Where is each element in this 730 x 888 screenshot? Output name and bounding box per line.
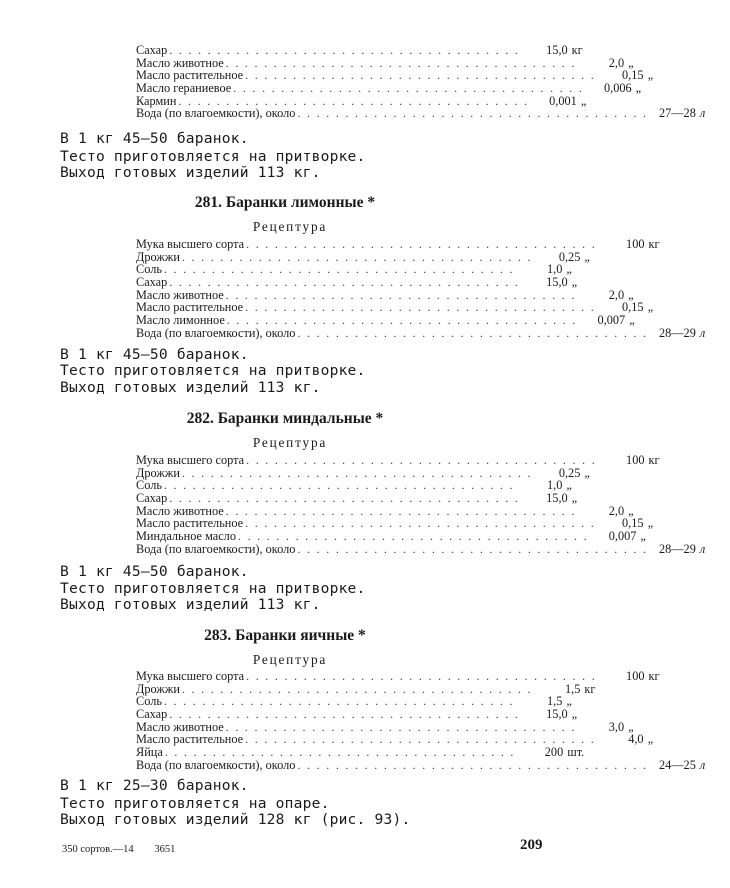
ingredient-unit: „ [584,249,592,264]
dot-leader: . . . . . . . . . . . . . . . . . . . . . . . . . . . . . . . . . . . . . [225,287,577,302]
recipe-283-yield-note: В 1 кг 25—30 баранок. [60,777,249,794]
ingredient-name: Сахар [136,491,168,506]
ingredient-name: Масло растительное [136,300,244,315]
page-number: 209 [520,837,543,853]
ingredient-amount: 0,15 [622,68,644,83]
ingredient-unit: кг [584,681,596,696]
ingredient-amount: 0,007 [597,313,626,328]
dot-leader: . . . . . . . . . . . . . . . . . . . . . . . . . . . . . . . . . . . . . [246,237,597,251]
ingredient-name: Вода (по влагоемкости), около [136,325,296,340]
ingredient-name: Дрожжи [136,249,180,264]
dot-leader: . . . . . . . . . . . . . . . . . . . . . . . . . . . . . . . . . . . . . [169,707,520,722]
dot-leader: . . . . . . . . . . . . . . . . . . . . . . . . . . . . . . . . . . . . . [297,757,648,772]
ingredient-name: Масло растительное [136,68,244,83]
ingredient-amount: 1,0 [546,262,563,277]
ingredient-name: Вода (по влагоемкости), около [136,541,296,556]
recipe-282-yield-note: В 1 кг 45—50 баранок. [60,563,249,580]
ingredient-unit: „ [571,275,579,290]
recipe-281-output-note: Выход готовых изделий 113 кг. [60,379,321,396]
recipe-282-preparation-note: Тесто приготовляется на притворке. [60,580,366,597]
ingredient-row [136,757,706,772]
ingredient-amount: 15,0 [546,707,568,722]
ingredient-unit: л [699,106,706,121]
ingredient-unit: „ [584,465,592,480]
dot-leader: . . . . . . . . . . . . . . . . . . . . . . . . . . . . . . . . . . . . . [225,503,577,518]
ingredient-unit: л [699,757,706,772]
dot-leader: . . . . . . . . . . . . . . . . . . . . . . . . . . . . . . . . . . . . . [246,669,597,683]
ingredient-row [136,43,583,57]
dot-leader: . . . . . . . . . . . . . . . . . . . . . . . . . . . . . . . . . . . . . [245,516,596,531]
dot-leader: . . . . . . . . . . . . . . . . . . . . . . . . . . . . . . . . . . . . . [225,55,577,70]
ingredient-name: Соль [136,694,162,709]
dot-leader: . . . . . . . . . . . . . . . . . . . . . . . . . . . . . . . . . . . . . [169,491,520,506]
ingredient-unit: кг [648,237,660,251]
ingredient-unit: „ [571,491,579,506]
signature-mark: 350 сортов.—14 [62,844,134,855]
ingredient-amount: 0,25 [558,249,581,264]
ingredient-unit: „ [571,707,579,722]
ingredient-unit: „ [566,262,574,277]
ingredient-amount: 28—29 [658,541,696,556]
dot-leader: . . . . . . . . . . . . . . . . . . . . . . . . . . . . . . . . . . . . . [181,249,533,264]
recipe-281-subtitle: Рецептура [252,219,328,234]
ingredient-unit: „ [566,478,574,493]
dot-leader: . . . . . . . . . . . . . . . . . . . . . . . . . . . . . . . . . . . . . [226,313,578,328]
ingredient-unit: шт. [567,745,585,760]
recipe-283-title: 283. Баранки яичные * [204,627,366,644]
dot-leader: . . . . . . . . . . . . . . . . . . . . . . . . . . . . . . . . . . . . . [163,694,515,709]
ingredient-row [136,453,660,467]
ingredient-amount: 200 [544,745,564,760]
ingredient-name: Яйца [136,745,163,760]
ingredient-amount: 1,0 [546,478,563,493]
recipe-281-ingredients [136,237,706,340]
output-note: Выход готовых изделий 113 кг. [60,164,321,181]
ingredient-unit: „ [628,55,635,70]
ingredient-row [136,707,579,722]
ingredient-name: Миндальное масло [136,529,236,544]
ingredient-amount: 100 [626,453,645,467]
ingredient-name: Сахар [136,43,168,57]
ingredient-name: Масло животное [136,287,224,302]
ingredient-unit: кг [648,453,660,467]
preparation-note: Тесто приготовляется на притворке. [60,148,366,165]
ingredient-row [136,745,585,760]
ingredient-row [136,325,706,340]
ingredient-row [136,106,706,121]
ingredient-unit: кг [648,669,660,683]
ingredient-amount: 100 [626,237,645,251]
dot-leader: . . . . . . . . . . . . . . . . . . . . . . . . . . . . . . . . . . . . . [169,275,520,290]
dot-leader: . . . . . . . . . . . . . . . . . . . . . . . . . . . . . . . . . . . . . [164,745,516,760]
printer-footer [62,844,193,855]
ingredient-amount: 0,001 [549,93,577,108]
ingredient-list-continued [136,43,706,121]
ingredient-amount: 15,0 [546,275,568,290]
dot-leader: . . . . . . . . . . . . . . . . . . . . . . . . . . . . . . . . . . . . . [163,262,515,277]
ingredient-name: Масло гераниевое [136,81,232,96]
ingredient-unit: „ [629,313,637,328]
ingredient-row [136,529,648,544]
dot-leader: . . . . . . . . . . . . . . . . . . . . . . . . . . . . . . . . . . . . . [237,529,589,544]
recipe-281-yield-note: В 1 кг 45—50 баранок. [60,346,249,363]
ingredient-name: Масло животное [136,503,224,518]
ingredient-amount: 0,25 [558,465,581,480]
dot-leader: . . . . . . . . . . . . . . . . . . . . . . . . . . . . . . . . . . . . . [163,478,515,493]
dot-leader: . . . . . . . . . . . . . . . . . . . . . . . . . . . . . . . . . . . . . [181,465,533,480]
ingredient-amount: 15,0 [546,491,568,506]
ingredient-name: Мука высшего сорта [136,237,245,251]
ingredient-amount: 27—28 [658,106,696,121]
dot-leader: . . . . . . . . . . . . . . . . . . . . . . . . . . . . . . . . . . . . . [297,325,648,340]
dot-leader: . . . . . . . . . . . . . . . . . . . . . . . . . . . . . . . . . . . . . [181,681,533,696]
recipe-281-preparation-note: Тесто приготовляется на притворке. [60,362,366,379]
ingredient-amount: 28—29 [658,325,696,340]
ingredient-row [136,275,579,290]
ingredient-name: Вода (по влагоемкости), около [136,106,296,121]
recipe-283-preparation-note: Тесто приготовляется на опаре. [60,795,330,812]
ingredient-row [136,313,637,328]
ingredient-name: Масло животное [136,55,224,70]
dot-leader: . . . . . . . . . . . . . . . . . . . . . . . . . . . . . . . . . . . . . [169,43,520,57]
ingredient-name: Масло растительное [136,732,244,747]
ingredient-name: Сахар [136,707,168,722]
ingredient-amount: 2,0 [608,55,625,70]
ingredient-amount: 2,0 [608,287,625,302]
recipe-282-output-note: Выход готовых изделий 113 кг. [60,596,321,613]
ingredient-row [136,541,706,556]
recipe-283-ingredients [136,669,706,772]
ingredient-amount: 0,15 [622,516,644,531]
ingredient-name: Мука высшего сорта [136,453,245,467]
recipe-283-output-note: Выход готовых изделий 128 кг (рис. 93). [60,811,411,828]
ingredient-amount: 0,007 [608,529,637,544]
ingredient-unit: „ [628,719,635,734]
dot-leader: . . . . . . . . . . . . . . . . . . . . . . . . . . . . . . . . . . . . . [246,453,597,467]
ingredient-unit: „ [647,68,655,83]
dot-leader: . . . . . . . . . . . . . . . . . . . . . . . . . . . . . . . . . . . . . [245,732,596,747]
ingredient-row [136,491,579,506]
ingredient-name: Соль [136,262,162,277]
recipe-282-subtitle: Рецептура [252,435,328,450]
dot-leader: . . . . . . . . . . . . . . . . . . . . . . . . . . . . . . . . . . . . . [233,81,584,96]
dot-leader: . . . . . . . . . . . . . . . . . . . . . . . . . . . . . . . . . . . . . [297,541,648,556]
ingredient-name: Масло лимонное [136,313,225,328]
recipe-282-title: 282. Баранки миндальные * [186,410,384,427]
ingredient-name: Масло животное [136,719,224,734]
ingredient-unit: кг [571,43,583,57]
ingredient-row [136,237,660,251]
ingredient-unit: „ [640,529,648,544]
ingredient-amount: 1,5 [546,694,563,709]
ingredient-name: Соль [136,478,162,493]
ingredient-amount: 15,0 [546,43,568,57]
ingredient-name: Вода (по влагоемкости), около [136,757,296,772]
ingredient-name: Дрожжи [136,681,180,696]
dot-leader: . . . . . . . . . . . . . . . . . . . . . . . . . . . . . . . . . . . . . [245,68,596,83]
ingredient-name: Масло растительное [136,516,244,531]
ingredient-unit: л [699,325,706,340]
dot-leader: . . . . . . . . . . . . . . . . . . . . . . . . . . . . . . . . . . . . . [225,719,577,734]
dot-leader: . . . . . . . . . . . . . . . . . . . . . . . . . . . . . . . . . . . . . [245,300,596,315]
recipe-282-ingredients [136,453,706,556]
recipe-283-subtitle: Рецептура [252,652,328,667]
ingredient-amount: 3,0 [608,719,625,734]
ingredient-unit: „ [580,93,588,108]
ingredient-unit: „ [647,300,655,315]
ingredient-name: Сахар [136,275,168,290]
ingredient-amount: 0,15 [622,300,644,315]
ingredient-amount: 100 [626,669,645,683]
ingredient-unit: „ [635,81,643,96]
ingredient-name: Мука высшего сорта [136,669,245,683]
recipe-281-title: 281. Баранки лимонные * [194,194,376,211]
ingredient-name: Дрожжи [136,465,180,480]
ingredient-unit: „ [628,503,635,518]
ingredient-unit: л [699,541,706,556]
ingredient-unit: „ [647,516,655,531]
ingredient-row [136,81,643,96]
ingredient-unit: „ [628,287,635,302]
ingredient-unit: „ [566,694,574,709]
ingredient-amount: 0,006 [604,81,632,96]
yield-note: В 1 кг 45—50 баранок. [60,130,249,147]
ingredient-unit: „ [647,732,655,747]
ingredient-amount: 1,5 [564,681,581,696]
ingredient-amount: 2,0 [608,503,625,518]
ingredient-amount: 4,0 [628,732,644,747]
ingredient-amount: 24—25 [658,757,696,772]
dot-leader: . . . . . . . . . . . . . . . . . . . . . . . . . . . . . . . . . . . . . [178,93,529,108]
ingredient-name: Кармин [136,93,177,108]
dot-leader: . . . . . . . . . . . . . . . . . . . . . . . . . . . . . . . . . . . . . [297,106,648,121]
ingredient-row [136,669,660,683]
print-code: 3651 [154,844,176,855]
